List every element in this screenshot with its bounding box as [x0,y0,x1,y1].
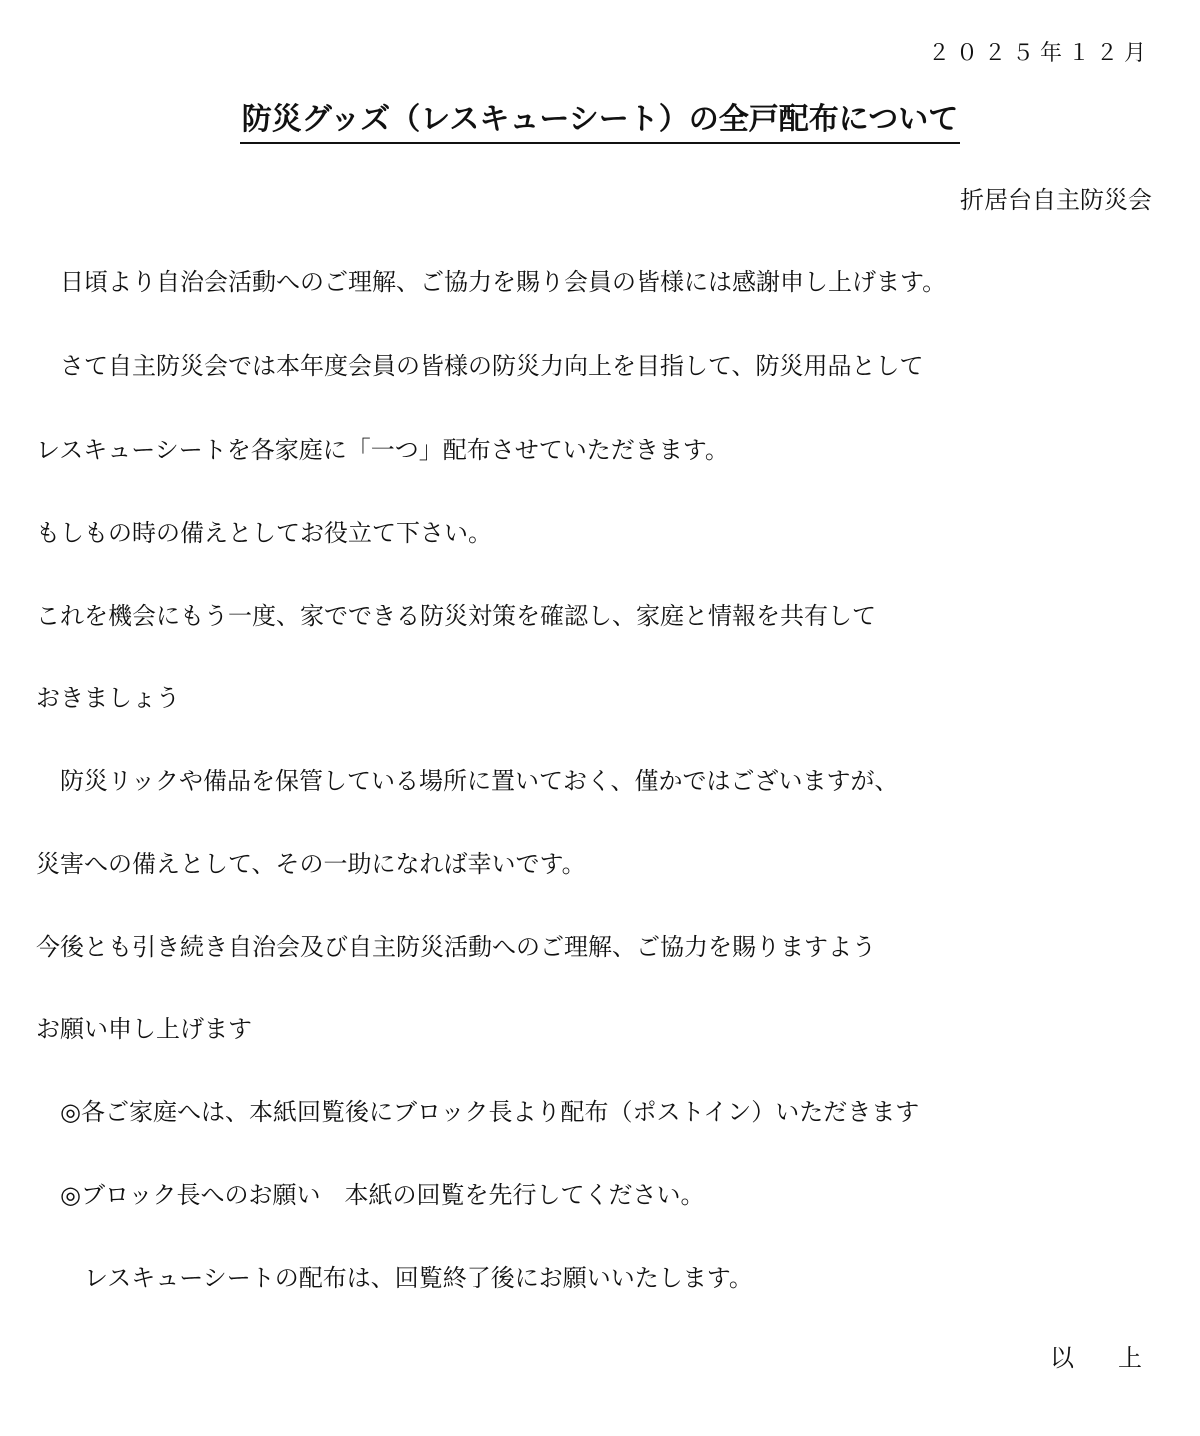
body-line: レスキューシートを各家庭に「一つ」配布させていただきます。 [36,436,729,464]
title-text: 防災グッズ（レスキューシート）の全戸配布について [240,94,960,144]
body-line: 日頃より自治会活動へのご理解、ご協力を賜り会員の皆様には感謝申し上げます。 [36,268,947,296]
body-line: もしもの時の備えとしてお役立て下さい。 [36,519,492,547]
page-title [0,94,1200,144]
body-line: 災害への備えとして、その一助になれば幸いです。 [36,850,586,878]
closing-mark: 以 上 [1050,1344,1152,1372]
body-line: レスキューシートの配布は、回覧終了後にお願いいたします。 [36,1264,753,1292]
body-line: お願い申し上げます [36,1015,252,1043]
body-line: 防災リックや備品を保管している場所に置いておく、僅かではございますが、 [36,767,899,795]
body-line: ◎ブロック長へのお願い 本紙の回覧を先行してください。 [36,1181,705,1209]
body-line: これを機会にもう一度、家でできる防災対策を確認し、家庭と情報を共有して [36,602,876,630]
body-line: おきましょう [36,684,180,712]
body-line: ◎各ご家庭へは、本紙回覧後にブロック長より配布（ポストイン）いただきます [36,1098,920,1126]
issue-date: ２０２５年１２月 [927,41,1152,66]
body-line: さて自主防災会では本年度会員の皆様の防災力向上を目指して、防災用品として [36,352,924,380]
body-line: 今後とも引き続き自治会及び自主防災活動へのご理解、ご協力を賜りますよう [36,933,876,961]
organization-name: 折居台自主防災会 [960,186,1152,214]
